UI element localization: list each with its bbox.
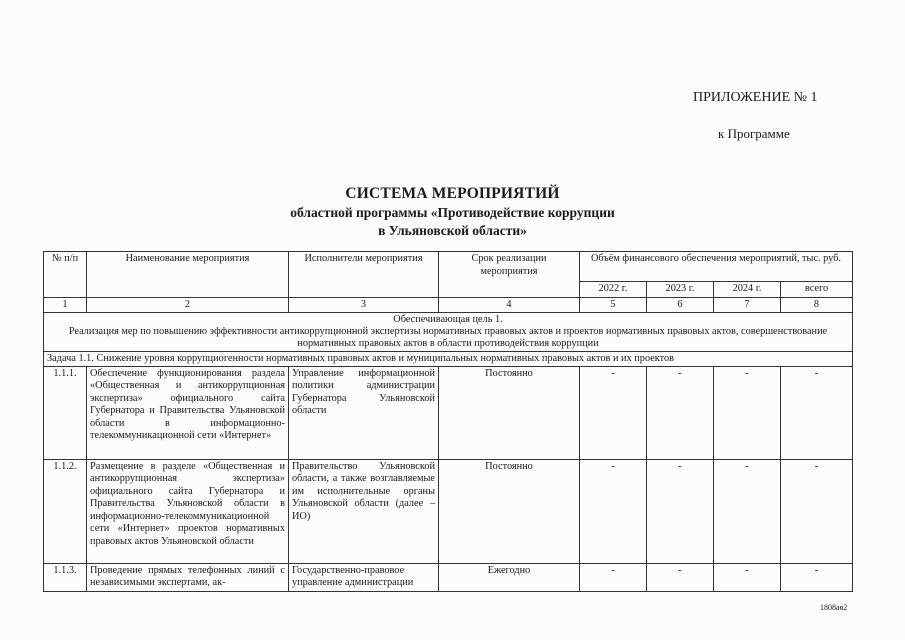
row-number: 1.1.2. — [44, 459, 87, 563]
title-line-2: областной программы «Противодействие коррупции — [290, 205, 615, 220]
appendix-label: ПРИЛОЖЕНИЕ № 1 — [693, 90, 818, 105]
col-number: 5 — [580, 297, 647, 312]
goal-cell — [44, 312, 853, 351]
row-value-2022: - — [580, 459, 647, 563]
document-code: 1808ая2 — [820, 603, 848, 612]
row-measure-name: Проведение прямых телефонных линий с независимыми экспертами, ак- — [87, 563, 289, 591]
column-number-row — [44, 297, 853, 312]
row-value-2024: - — [714, 563, 781, 591]
task-row — [44, 351, 853, 366]
col-number: 6 — [647, 297, 714, 312]
row-measure-name: Обеспечение функционирования раздела «Общественная и антикоррупционная экспертиза» официального сайта Губернатора и Правительства Ульяновской области в информационно-телекоммуникационной сети «Интернет» — [87, 366, 289, 459]
header-year-2022: 2022 г. — [580, 282, 647, 298]
row-value-2022: - — [580, 563, 647, 591]
header-term: Срок реализации мероприятия — [439, 252, 580, 298]
row-value-2024: - — [714, 459, 781, 563]
header-year-2023: 2023 г. — [647, 282, 714, 298]
table-row — [44, 563, 853, 591]
row-value-2024: - — [714, 366, 781, 459]
col-number: 1 — [44, 297, 87, 312]
row-measure-name: Размещение в разделе «Общественная и антикоррупционная экспертиза» официального сайта Губернатора и Правительства Ульяновской области в информационно-телекоммуникационной сети «Интернет» проектов нормативных правовых актов Ульяновской области — [87, 459, 289, 563]
row-number: 1.1.1. — [44, 366, 87, 459]
table-row — [44, 459, 853, 563]
row-executors: Правительство Ульяновской области, а также возглавляемые им исполнительные органы Ульяновской области (далее – ИО) — [289, 459, 439, 563]
row-term: Постоянно — [439, 459, 580, 563]
goal-title: Обеспечивающая цель 1. — [393, 313, 503, 325]
col-number: 3 — [289, 297, 439, 312]
row-value-2023: - — [647, 459, 714, 563]
header-executors: Исполнители мероприятия — [289, 252, 439, 298]
row-value-total: - — [781, 366, 853, 459]
header-finance: Объём финансового обеспечения мероприятий, тыс. руб. — [580, 252, 853, 282]
table-row — [44, 366, 853, 459]
row-term: Ежегодно — [439, 563, 580, 591]
row-value-total: - — [781, 563, 853, 591]
row-value-2023: - — [647, 366, 714, 459]
goal-row — [44, 312, 853, 351]
title-main: СИСТЕМА МЕРОПРИЯТИЙ — [345, 185, 560, 202]
document-title — [0, 185, 905, 239]
header-year-2024: 2024 г. — [714, 282, 781, 298]
row-value-2023: - — [647, 563, 714, 591]
goal-text: Реализация мер по повышению эффективности антикоррупционной экспертизы нормативных правовых актов и проектов нормативных правовых актов, совершенствование нормативных правовых актов в области противодействия коррупции — [68, 325, 828, 349]
row-term: Постоянно — [439, 366, 580, 459]
row-value-total: - — [781, 459, 853, 563]
header-num: № п/п — [44, 252, 87, 298]
title-line-3: в Ульяновской области» — [378, 223, 527, 238]
col-number: 4 — [439, 297, 580, 312]
row-number: 1.1.3. — [44, 563, 87, 591]
header-total: всего — [781, 282, 853, 298]
col-number: 8 — [781, 297, 853, 312]
measures-table — [43, 251, 853, 592]
row-executors: Управление информационной политики администрации Губернатора Ульяновской области — [289, 366, 439, 459]
col-number: 7 — [714, 297, 781, 312]
row-executors: Государственно-правовое управление администрации — [289, 563, 439, 591]
to-program-label: к Программе — [718, 126, 790, 141]
row-value-2022: - — [580, 366, 647, 459]
col-number: 2 — [87, 297, 289, 312]
header-name: Наименование мероприятия — [87, 252, 289, 298]
task-cell: Задача 1.1. Снижение уровня коррупциогенности нормативных правовых актов и муниципальных нормативных правовых актов и их проектов — [44, 351, 853, 366]
